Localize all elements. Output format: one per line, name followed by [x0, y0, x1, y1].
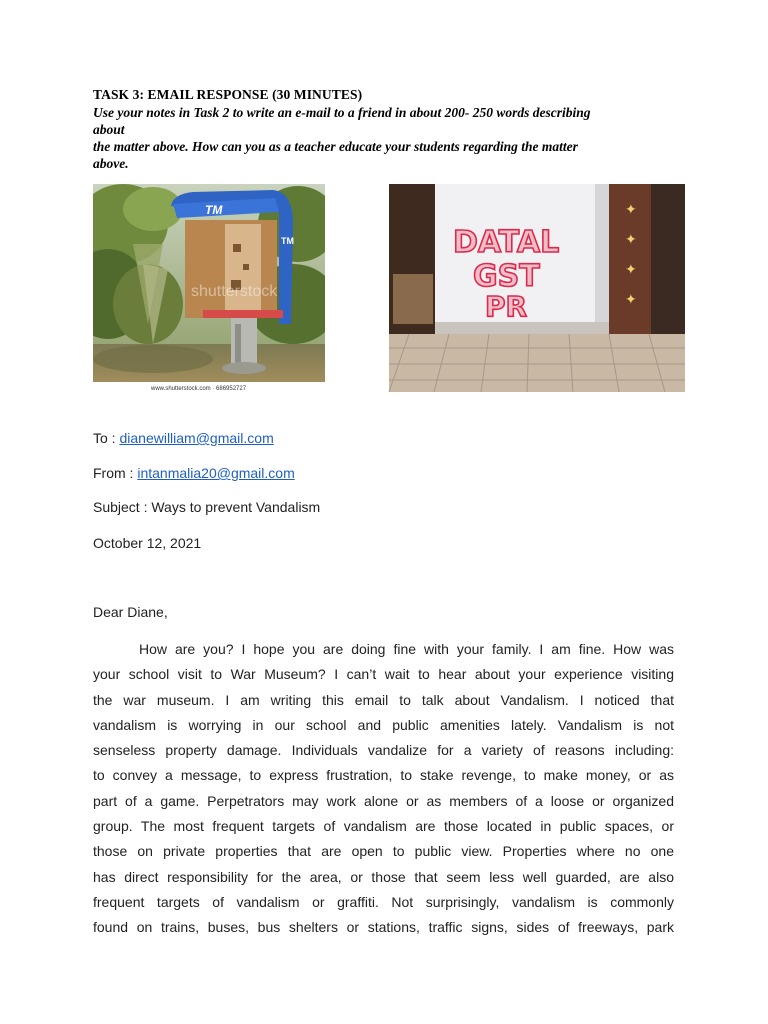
phone-booth-illustration [93, 184, 325, 392]
body-line: How are you? I hope you are doing fine with your family. I am fine. How was [139, 641, 674, 657]
to-email-link[interactable]: dianewilliam@gmail.com [119, 430, 274, 446]
task-instructions [93, 104, 683, 172]
from-email-link[interactable]: intanmalia20@gmail.com [137, 465, 295, 481]
email-to-line [93, 430, 274, 446]
instruction-line: the matter above. How can you as a teacher educate your students regarding the matter [93, 139, 578, 154]
svg-text:✦: ✦ [625, 262, 637, 278]
body-line: vandalism is worrying in our school and public amenities lately. Vandalism is not [93, 716, 674, 733]
body-line: to convey a message, to express frustration, to stake revenge, to make money, or as [93, 767, 674, 784]
to-label: To : [93, 430, 120, 446]
body-line: senseless property damage. Individuals vandalize for a variety of reasons including: [93, 742, 674, 759]
svg-text:✦: ✦ [625, 292, 637, 308]
graffiti-line: PR [485, 290, 528, 323]
photo-caption: www.shutterstock.com · 686952727 [151, 386, 247, 392]
vandalized-phone-booth-photo [93, 184, 325, 392]
instruction-line: above. [93, 156, 129, 171]
graffiti-pillar-photo [389, 184, 685, 392]
watermark: shutterstock [191, 283, 278, 300]
body-line: frequent targets of vandalism or graffiti. Not surprisingly, vandalism is commonly [93, 893, 674, 910]
body-line: part of a game. Perpetrators may work alone or as members of a loose or organized [93, 792, 674, 809]
email-from-line [93, 465, 295, 481]
email-date: October 12, 2021 [93, 535, 202, 551]
svg-text:✦: ✦ [625, 232, 637, 248]
graffiti-line: GST [473, 259, 540, 294]
body-line: has direct responsibility for the area, or those that seem less well guarded, are also [93, 868, 674, 885]
task-title: TASK 3: EMAIL RESPONSE (30 MINUTES) [93, 87, 363, 102]
booth-side-logo: TM [281, 236, 294, 246]
body-line: your school visit to War Museum? I can’t wait to hear about your experience visiting [93, 666, 674, 683]
instruction-line: Use your notes in Task 2 to write an e-mail to a friend in about 200- 250 words describing [93, 105, 591, 120]
email-subject-line: Subject : Ways to prevent Vandalism [93, 499, 321, 515]
body-line: group. The most frequent targets of vandalism are those located in public spaces, or [93, 818, 674, 835]
graffiti-line: DATAL [453, 225, 560, 260]
body-line: found on trains, buses, bus shelters or stations, traffic signs, sides of freeways, park [93, 919, 674, 936]
email-body [93, 637, 674, 941]
body-line: the war museum. I am writing this email to talk about Vandalism. I noticed that [93, 691, 674, 708]
from-label: From : [93, 465, 138, 481]
instruction-line: about [93, 122, 125, 137]
booth-logo: TM [205, 203, 223, 217]
svg-text:✦: ✦ [625, 202, 637, 218]
body-line: those on private properties that are open to public view. Properties where no one [93, 843, 674, 860]
graffiti-illustration [389, 184, 685, 392]
email-greeting: Dear Diane, [93, 604, 168, 620]
